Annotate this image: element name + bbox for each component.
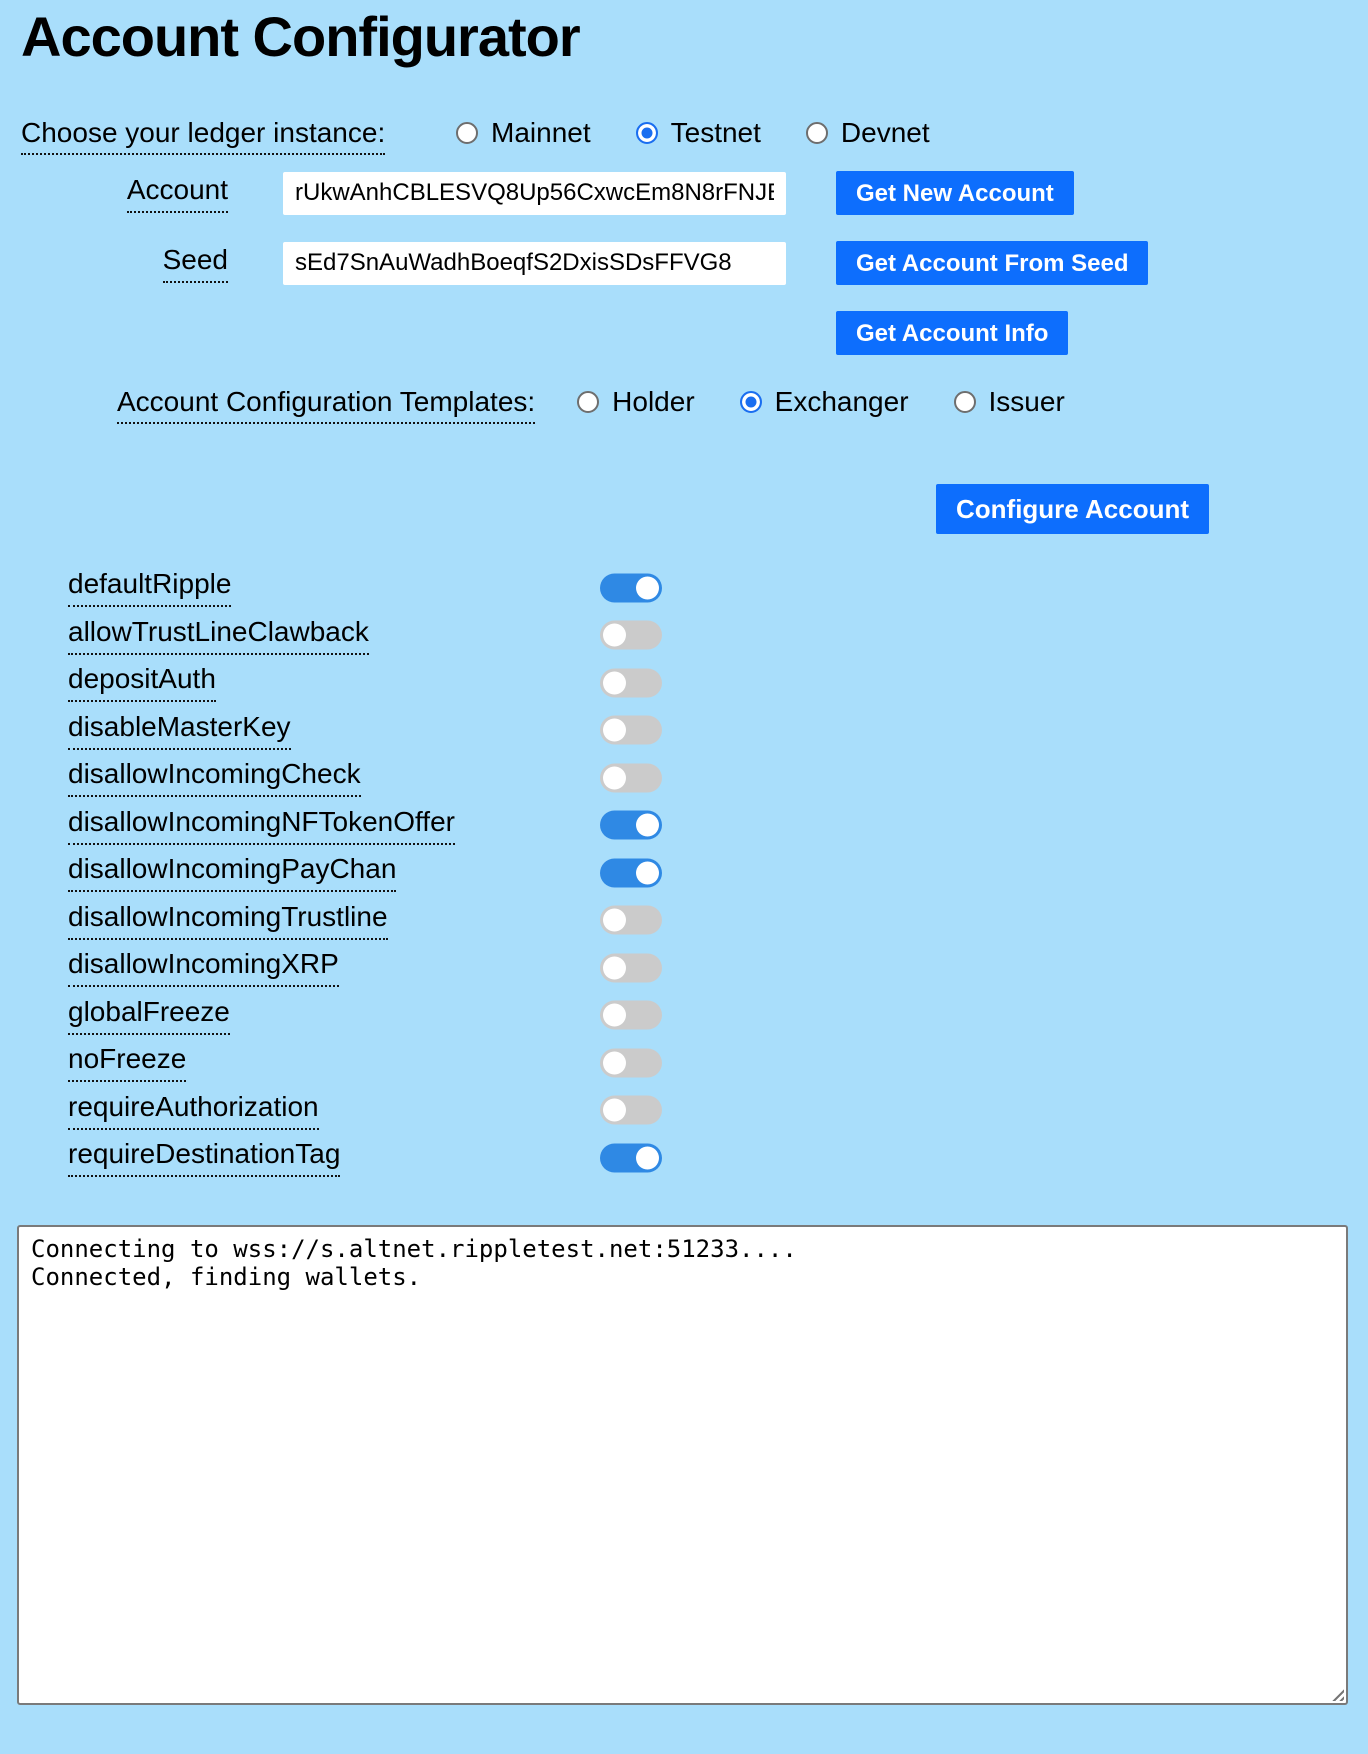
flag-label: allowTrustLineClawback: [68, 616, 369, 655]
seed-label: Seed: [21, 244, 228, 283]
templates-label: Account Configuration Templates:: [117, 386, 535, 418]
globalFreeze-toggle[interactable]: [600, 1001, 662, 1030]
disallowIncomingCheck-toggle[interactable]: [600, 763, 662, 792]
mainnet-radio-label: Mainnet: [491, 117, 591, 148]
flag-row-globalFreeze: [0, 992, 1368, 1040]
radio-option-exchanger[interactable]: [740, 386, 909, 418]
flag-label: disallowIncomingTrustline: [68, 901, 388, 940]
flag-label: disableMasterKey: [68, 711, 291, 750]
toggle-knob: [636, 814, 659, 837]
flag-label: disallowIncomingXRP: [68, 948, 339, 987]
seed-row: [21, 241, 1148, 285]
ledger-instance-row: [21, 112, 975, 154]
devnet-radio-label: Devnet: [840, 117, 930, 148]
flag-row-requireDestinationTag: [0, 1134, 1368, 1182]
toggle-knob: [636, 1146, 659, 1169]
exchanger-radio[interactable]: [740, 391, 762, 413]
flag-label: disallowIncomingNFTokenOffer: [68, 806, 455, 845]
disableMasterKey-toggle[interactable]: [600, 716, 662, 745]
issuer-radio-label: Issuer: [988, 386, 1065, 417]
disallowIncomingXRP-toggle[interactable]: [600, 953, 662, 982]
toggle-knob: [603, 1051, 626, 1074]
holder-radio-label: Holder: [612, 386, 695, 417]
flag-row-noFreeze: [0, 1039, 1368, 1087]
toggle-knob: [636, 576, 659, 599]
account-row: [21, 171, 1074, 215]
flag-label: globalFreeze: [68, 996, 230, 1035]
exchanger-radio-label: Exchanger: [774, 386, 909, 417]
flag-label: disallowIncomingCheck: [68, 758, 361, 797]
requireAuthorization-toggle[interactable]: [600, 1096, 662, 1125]
flag-label: depositAuth: [68, 663, 216, 702]
ledger-instance-label: Choose your ledger instance:: [21, 117, 456, 149]
disallowIncomingNFTokenOffer-toggle[interactable]: [600, 811, 662, 840]
get-new-account-button[interactable]: Get New Account: [836, 171, 1074, 215]
toggle-knob: [603, 719, 626, 742]
flag-row-disallowIncomingCheck: [0, 754, 1368, 802]
account-label: Account: [21, 174, 228, 213]
toggle-knob: [603, 1004, 626, 1027]
account-info-row: [786, 311, 1068, 355]
toggle-knob: [603, 766, 626, 789]
flag-label: defaultRipple: [68, 568, 231, 607]
seed-input[interactable]: [283, 242, 786, 285]
toggle-knob: [603, 956, 626, 979]
account-input[interactable]: [283, 172, 786, 215]
radio-option-issuer[interactable]: [954, 386, 1065, 418]
flag-row-disallowIncomingPayChan: [0, 849, 1368, 897]
flag-row-allowTrustLineClawback: [0, 612, 1368, 660]
flag-label: disallowIncomingPayChan: [68, 853, 396, 892]
flag-row-disallowIncomingXRP: [0, 944, 1368, 992]
radio-option-holder[interactable]: [577, 386, 694, 418]
toggle-knob: [603, 1099, 626, 1122]
allowTrustLineClawback-toggle[interactable]: [600, 621, 662, 650]
flag-row-depositAuth: [0, 659, 1368, 707]
connection-log-textarea[interactable]: [17, 1225, 1348, 1705]
configure-row: [936, 484, 1209, 534]
disallowIncomingPayChan-toggle[interactable]: [600, 858, 662, 887]
page-title: Account Configurator: [21, 5, 580, 68]
radio-option-testnet[interactable]: [636, 117, 761, 149]
requireDestinationTag-toggle[interactable]: [600, 1143, 662, 1172]
toggle-knob: [603, 671, 626, 694]
get-account-info-button[interactable]: Get Account Info: [836, 311, 1068, 355]
flag-label: noFreeze: [68, 1043, 186, 1082]
flag-row-disableMasterKey: [0, 707, 1368, 755]
flag-row-defaultRipple: [0, 564, 1368, 612]
flag-row-requireAuthorization: [0, 1087, 1368, 1135]
issuer-radio[interactable]: [954, 391, 976, 413]
disallowIncomingTrustline-toggle[interactable]: [600, 906, 662, 935]
flag-label: requireDestinationTag: [68, 1138, 340, 1177]
flag-row-disallowIncomingNFTokenOffer: [0, 802, 1368, 850]
testnet-radio-label: Testnet: [670, 117, 761, 148]
depositAuth-toggle[interactable]: [600, 668, 662, 697]
configure-account-button[interactable]: Configure Account: [936, 484, 1209, 534]
radio-option-mainnet[interactable]: [456, 117, 591, 149]
templates-row: [117, 381, 1110, 423]
flag-row-disallowIncomingTrustline: [0, 897, 1368, 945]
flag-label: requireAuthorization: [68, 1091, 319, 1130]
holder-radio[interactable]: [577, 391, 599, 413]
toggle-knob: [603, 624, 626, 647]
toggle-knob: [636, 861, 659, 884]
log-area-wrapper: [17, 1225, 1348, 1705]
defaultRipple-toggle[interactable]: [600, 573, 662, 602]
account-flags-list: [0, 564, 1368, 1182]
toggle-knob: [603, 909, 626, 932]
radio-option-devnet[interactable]: [806, 117, 930, 149]
testnet-radio[interactable]: [636, 122, 658, 144]
mainnet-radio[interactable]: [456, 122, 478, 144]
noFreeze-toggle[interactable]: [600, 1048, 662, 1077]
get-account-from-seed-button[interactable]: Get Account From Seed: [836, 241, 1148, 285]
devnet-radio[interactable]: [806, 122, 828, 144]
